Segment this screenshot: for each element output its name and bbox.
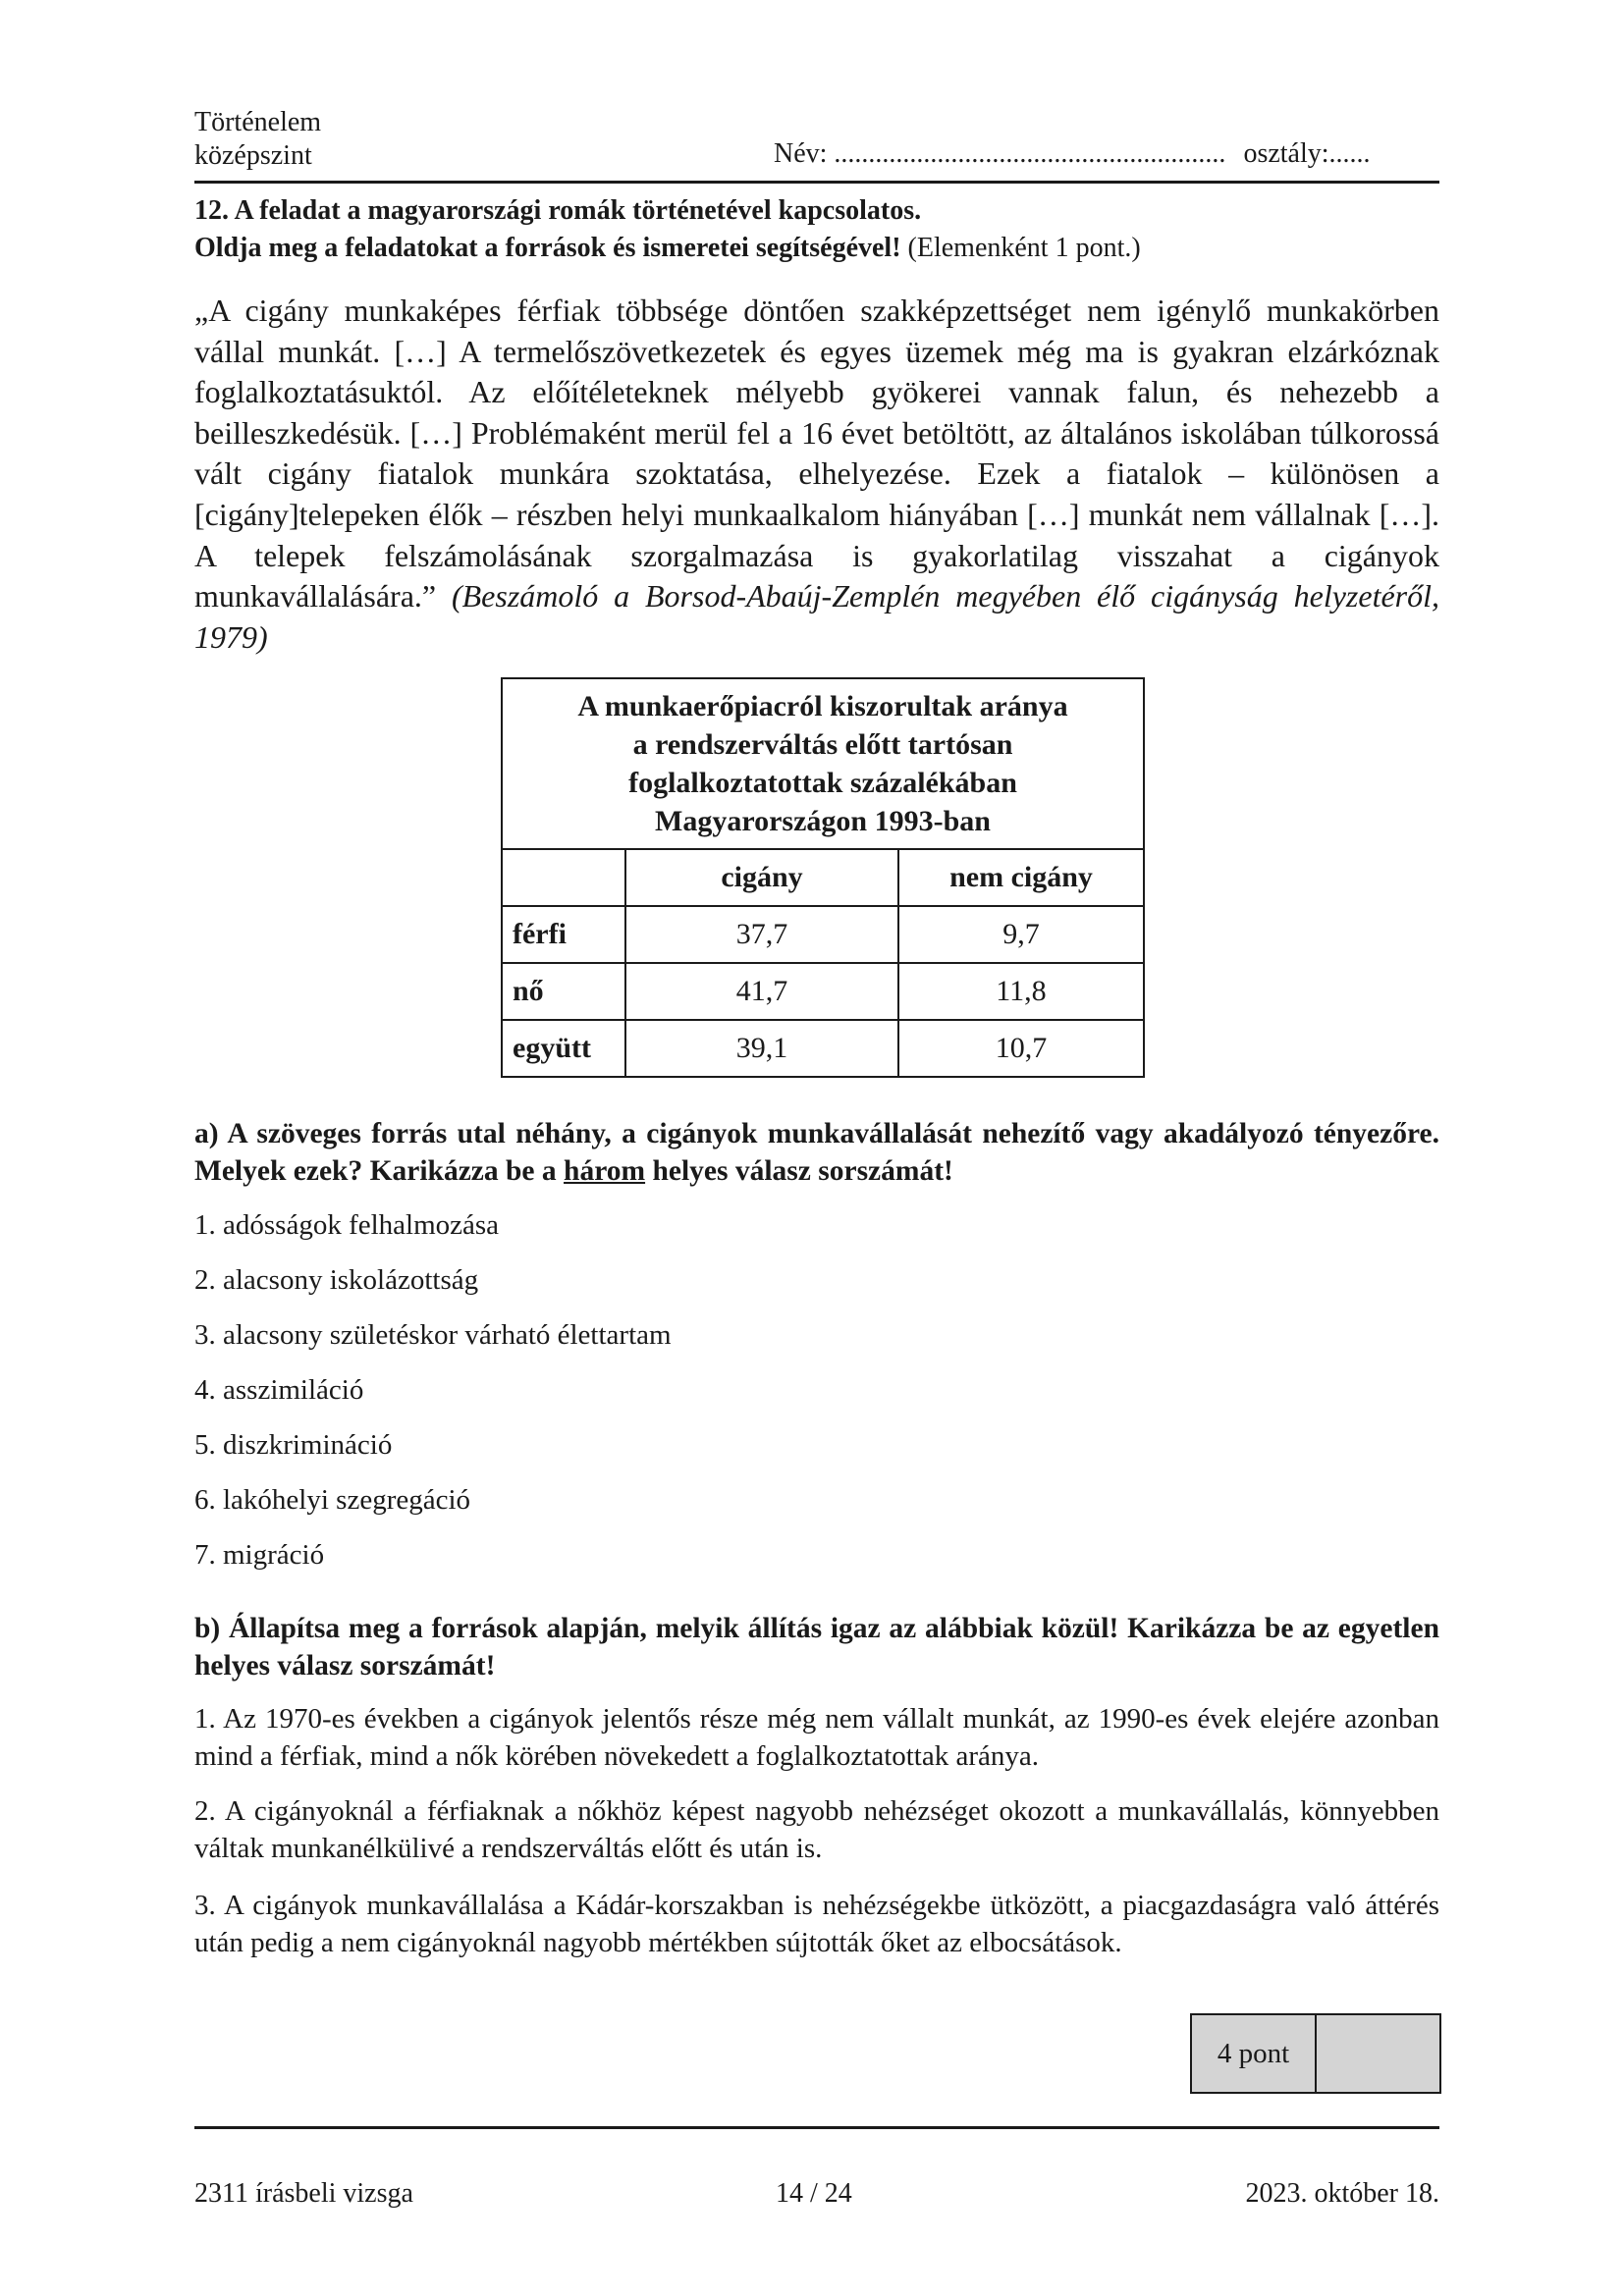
question-a-options — [194, 1205, 672, 1590]
table-cell: 39,1 — [625, 1020, 898, 1077]
table-row-label: együtt — [502, 1020, 625, 1077]
answer-option[interactable]: 5. diszkrimináció — [194, 1429, 393, 1461]
table-col-header-roma: cigány — [625, 849, 898, 906]
data-table — [501, 677, 1145, 1078]
name-field[interactable]: Név: ......................................................... — [774, 138, 1226, 169]
answer-option[interactable]: 7. migráció — [194, 1539, 325, 1571]
answer-option[interactable]: 1. adósságok felhalmozása — [194, 1209, 500, 1241]
table-row-label: nő — [502, 963, 625, 1020]
statement-option[interactable]: 1. Az 1970-es években a cigányok jelentős része még nem vállalt munkát, az 1990-es évek elejére azonban mind a férfiak, mind a nők körében növekedett a foglalkoztatottak aránya. — [194, 1703, 1439, 1772]
source-quote — [194, 291, 1439, 658]
table-row — [502, 963, 1144, 1020]
table-row — [502, 906, 1144, 963]
emphasis-three: három — [564, 1155, 646, 1187]
table-cell: 9,7 — [898, 906, 1144, 963]
name-class-fields — [774, 137, 1371, 171]
table-cell: 11,8 — [898, 963, 1144, 1020]
table-corner-cell — [502, 849, 625, 906]
question-b: b) Állapítsa meg a források alapján, melyik állítás igaz az alábbiak közül! Karikázza be az egyetlen helyes válasz sorszámát! — [194, 1613, 1439, 1682]
answer-option[interactable]: 4. asszimiláció — [194, 1374, 364, 1406]
table-title: A munkaerőpiacról kiszorultak aránya a rendszerváltás előtt tartósan foglalkoztatottak százalékában Magyarországon 1993-ban — [502, 678, 1144, 849]
footer-exam-code: 2311 írásbeli vizsga — [194, 2178, 413, 2209]
table-row — [502, 1020, 1144, 1077]
answer-option[interactable]: 6. lakóhelyi szegregáció — [194, 1484, 471, 1516]
table-cell: 41,7 — [625, 963, 898, 1020]
table-col-header-non-roma: nem cigány — [898, 849, 1144, 906]
task-title: 12. A feladat a magyarországi romák történetével kapcsolatos. — [194, 195, 922, 226]
footer-divider — [194, 2126, 1439, 2129]
task-instruction: Oldja meg a feladatokat a források és ismeretei segítségével! — [194, 233, 901, 263]
table-header-row — [502, 849, 1144, 906]
answer-option[interactable]: 2. alacsony iskolázottság — [194, 1264, 479, 1296]
score-entry-cell[interactable] — [1317, 2015, 1439, 2092]
header-divider — [194, 181, 1439, 184]
quote-text: „A cigány munkaképes férfiak többsége döntően szakképzettséget nem igénylő munkakörben vállal munkát. […] A termelőszövetkezetek és egyes üzemek még ma is gyakran elzárkóznak foglalkoztatásuktól. Az előítéleteknek mélyebb gyökerei vannak falun, és nehezebb a beilleszkedésük. […] Problémaként merül fel a 16 évet betöltött, az általános iskolában túlkorossá vált cigány fiatalok munkára szoktatása, elhelyezése. Ezek a fiatalok – különösen a [cigány]telepeken élők – részben helyi munkaalkalom hiányában […] munkát nem vállalnak […]. A telepek felszámolásának szorgalmazása is gyakorlatilag visszahat a cigányok munkavállalására.” — [194, 293, 1439, 614]
subject-level: középszint — [194, 140, 312, 171]
statement-option[interactable]: 2. A cigányoknál a férfiaknak a nőkhöz képest nagyobb nehézséget okozott a munkavállalás, könnyebben váltak munkanélkülivé a rendszerváltás előtt és után is. — [194, 1795, 1439, 1864]
footer-page-number: 14 / 24 — [776, 2178, 852, 2209]
answer-option[interactable]: 3. alacsony születéskor várható élettartam — [194, 1319, 672, 1351]
statement-option[interactable]: 3. A cigányok munkavállalása a Kádár-korszakban is nehézségekbe ütközött, a piacgazdaságra való áttérés után pedig a nem cigányoknál nagyobb mértékben sújtották őket az elbocsátások. — [194, 1890, 1439, 1958]
question-a: a) A szöveges forrás utal néhány, a cigányok munkavállalását nehezítő vagy akadályozó tényezőre. Melyek ezek? Karikázza be a három helyes válasz sorszámát! — [194, 1118, 1439, 1187]
footer-date: 2023. október 18. — [1245, 2178, 1439, 2209]
table-cell: 10,7 — [898, 1020, 1144, 1077]
class-field[interactable]: osztály:...... — [1243, 138, 1371, 169]
table-cell: 37,7 — [625, 906, 898, 963]
task-heading — [194, 192, 1439, 267]
score-box — [1190, 2013, 1441, 2094]
score-label: 4 pont — [1192, 2015, 1317, 2092]
task-points: (Elemenként 1 pont.) — [907, 233, 1141, 263]
table-row-label: férfi — [502, 906, 625, 963]
quote-source: (Beszámoló a Borsod-Abaúj-Zemplén megyében élő cigányság helyzetéről, 1979) — [194, 578, 1440, 655]
subject-header — [194, 106, 321, 173]
subject-title: Történelem — [194, 107, 322, 137]
